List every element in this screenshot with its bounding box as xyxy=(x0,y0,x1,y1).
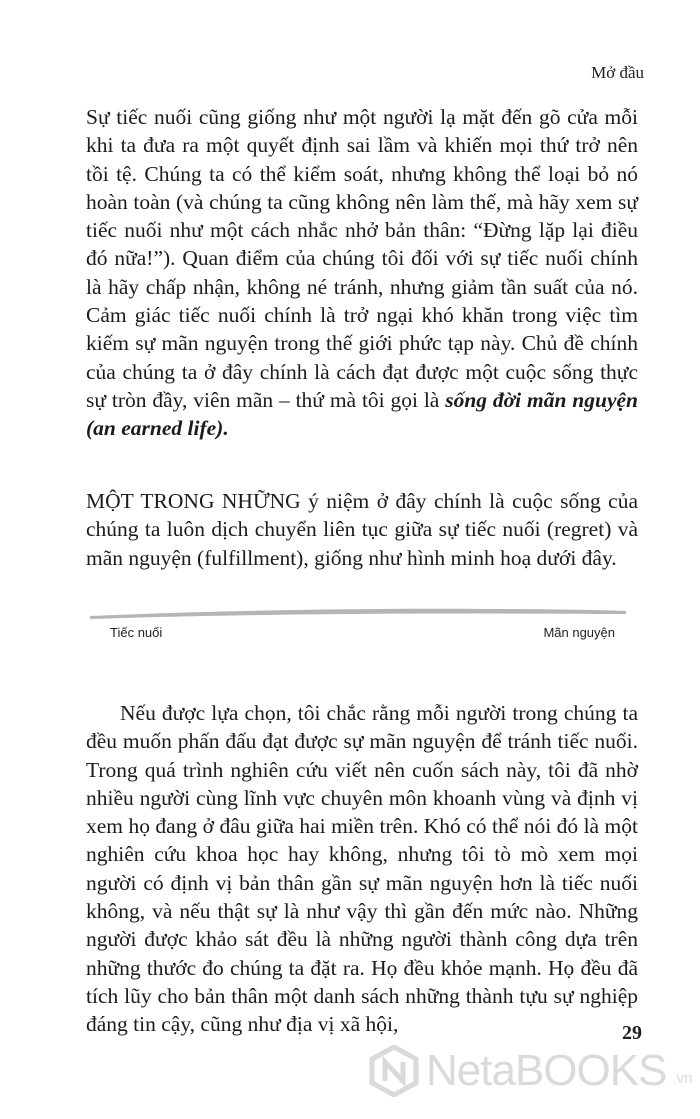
paragraph-3: Nếu được lựa chọn, tôi chắc rằng mỗi người trong chúng ta đều muốn phấn đấu đạt được sự mãn nguyện để tránh tiếc nuối. Trong quá trình nghiên cứu viết nên cuốn sách này, tôi đã nhờ nhiều người cùng lĩnh vực chuyên môn khoanh vùng và định vị xem họ đang ở đâu giữa hai miền trên. Khó có thể nói đó là một nghiên cứu khoa học hay không, nhưng tôi tò mò xem mọi người có định vị bản thân gần sự mãn nguyện hơn là tiếc nuối không, và nếu thật sự là như vậy thì gần đến mức nào. Những người được khảo sát đều là những người thành công dựa trên những thước đo chúng ta đặt ra. Họ đều khỏe mạnh. Họ đều đã tích lũy cho bản thân một danh sách những thành tựu sự nghiệp đáng tin cậy, cũng như địa vị xã hội, xyxy=(86,701,638,1037)
watermark xyxy=(368,1045,692,1097)
scale-left-label: Tiếc nuối xyxy=(110,625,163,640)
running-head: Mở đầu xyxy=(591,63,644,82)
watermark-text: NetaBOOKS xyxy=(426,1046,667,1095)
regret-fulfillment-scale-bar xyxy=(88,605,628,621)
scale-right-label: Mãn nguyện xyxy=(543,625,615,640)
scale-bar-stroke xyxy=(90,609,626,619)
paragraph-1-text: Sự tiếc nuối cũng giống như một người lạ mặt đến gõ cửa mỗi khi ta đưa ra một quyết định sai lầm và khiến mọi thứ trở nên tồi tệ. Chúng ta có thể kiểm soát, nhưng không thể loại bỏ nó hoàn toàn (và chúng ta cũng không nên làm thế, mà hãy xem sự tiếc nuối như một cách nhắc nhở bản thân: “Đừng lặp lại điều đó nữa!”). Quan điểm của chúng tôi đối với sự tiếc nuối chính là hãy chấp nhận, không né tránh, nhưng giảm tần suất của nó. Cảm giác tiếc nuối chính là trở ngại khó khăn trong việc tìm kiếm sự mãn nguyện trong thế giới phức tạp này. Chủ đề chính của chúng ta ở đây chính là cách đạt được một cuộc sống thực sự tròn đầy, viên mãn – thứ mà tôi gọi là xyxy=(86,105,638,412)
paragraph-1 xyxy=(86,103,638,443)
paragraph-2: MỘT TRONG NHỮNG ý niệm ở đây chính là cuộc sống của chúng ta luôn dịch chuyển liên tục giữa sự tiếc nuối (regret) và mãn nguyện (fulfillment), giống như hình minh hoạ dưới đây. xyxy=(86,489,638,570)
netabooks-logo-icon xyxy=(368,1045,420,1097)
page-number: 29 xyxy=(622,1022,642,1044)
watermark-suffix: .vn xyxy=(672,1070,693,1087)
paragraph-1-emphasis: sống đời mãn nguyện (an earned life). xyxy=(86,387,638,441)
